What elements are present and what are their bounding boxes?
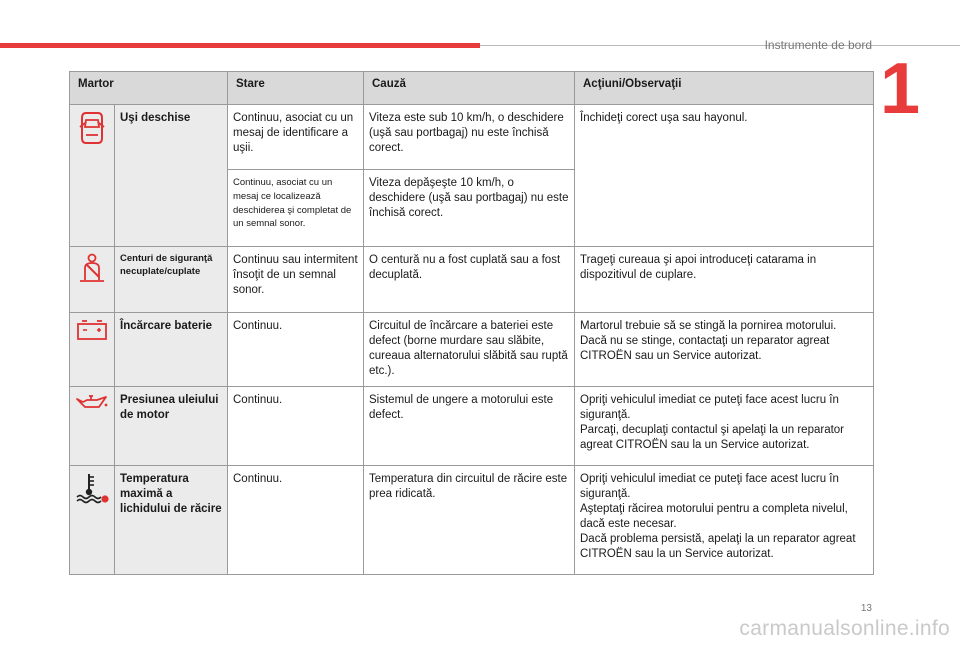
action-text: Dacă problema persistă, apelaţi la un reparator agreat CITROËN sau la un Service autorizat. [580,532,856,560]
action-cell [575,105,874,247]
state-cell: Continuu. [228,466,364,575]
warning-lights-table [69,71,874,575]
action-text: Parcaţi, decuplaţi contactul şi apelaţi la un reparator agreat CITROËN sau la un Service autorizat. [580,423,845,451]
watermark: carmanualsonline.info [739,617,950,640]
warning-name: Temperatura maximă a lichidului de răcire [115,466,228,575]
action-text: Închideţi corect uşa sau hayonul. [580,112,748,124]
icon-cell [70,313,115,387]
action-cell [575,466,874,575]
action-text: Dacă nu se stinge, contactaţi un reparator agreat CITROËN sau un Service autorizat. [580,334,830,362]
warning-name: Presiunea uleiului de motor [115,387,228,466]
table-row [70,466,874,575]
battery-icon [76,319,108,341]
table-row [70,105,874,170]
oil-can-icon [75,393,109,413]
state-cell: Continuu, asociat cu un mesaj ce localizează deschiderea şi completat de un semnal sonor. [228,170,364,247]
coolant-temperature-icon [75,472,109,504]
icon-cell [70,247,115,313]
action-text: Trageţi cureaua şi apoi introduceţi catarama in dispozitivul de cuplare. [580,254,817,281]
cause-cell: Circuitul de încărcare a bateriei este defect (borne murdare sau slăbite, cureaua alternatorului slăbită sau ruptă etc.). [364,313,575,387]
action-text: Opriţi vehiculul imediat ce puteţi face acest lucru în siguranţă. [580,473,839,500]
table-row [70,247,874,313]
column-header-martor: Martor [70,72,228,105]
icon-cell [70,387,115,466]
column-header-stare: Stare [228,72,364,105]
state-cell: Continuu, asociat cu un mesaj de identificare a uşii. [228,105,364,170]
column-header-actiuni: Acţiuni/Observaţii [575,72,874,105]
action-text: Martorul trebuie să se stingă la pornirea motorului. [580,320,837,332]
state-cell: Continuu. [228,387,364,466]
table-header-row [70,72,874,105]
cause-cell: O centură nu a fost cuplată sau a fost decuplată. [364,247,575,313]
section-title: Instrumente de bord [764,38,872,52]
action-cell [575,313,874,387]
warning-name: Încărcare baterie [115,313,228,387]
table-row [70,313,874,387]
table-row [70,387,874,466]
header-divider [480,45,960,46]
action-text: Aşteptaţi răcirea motorului pentru a completa nivelul, dacă este necesar. [580,502,848,530]
seatbelt-icon [77,253,107,283]
warning-name: Uşi deschise [115,105,228,247]
cause-cell: Viteza depăşeşte 10 km/h, o deschidere (uşă sau portbagaj) nu este închisă corect. [364,170,575,247]
state-cell: Continuu. [228,313,364,387]
cause-cell: Viteza este sub 10 km/h, o deschidere (uşă sau portbagaj) nu este închisă corect. [364,105,575,170]
chapter-number: 1 [879,49,920,129]
page-number: 13 [860,603,872,614]
cause-cell: Sistemul de ungere a motorului este defect. [364,387,575,466]
column-header-cauza: Cauză [364,72,575,105]
action-cell [575,247,874,313]
action-text: Opriţi vehiculul imediat ce puteţi face acest lucru în siguranţă. [580,394,839,421]
warning-name: Centuri de siguranţă necuplate/cuplate [115,247,228,313]
state-cell: Continuu sau intermitent însoţit de un semnal sonor. [228,247,364,313]
door-open-icon [79,111,105,145]
icon-cell [70,105,115,247]
action-cell [575,387,874,466]
header-red-bar [0,43,480,48]
cause-cell: Temperatura din circuitul de răcire este prea ridicată. [364,466,575,575]
icon-cell [70,466,115,575]
